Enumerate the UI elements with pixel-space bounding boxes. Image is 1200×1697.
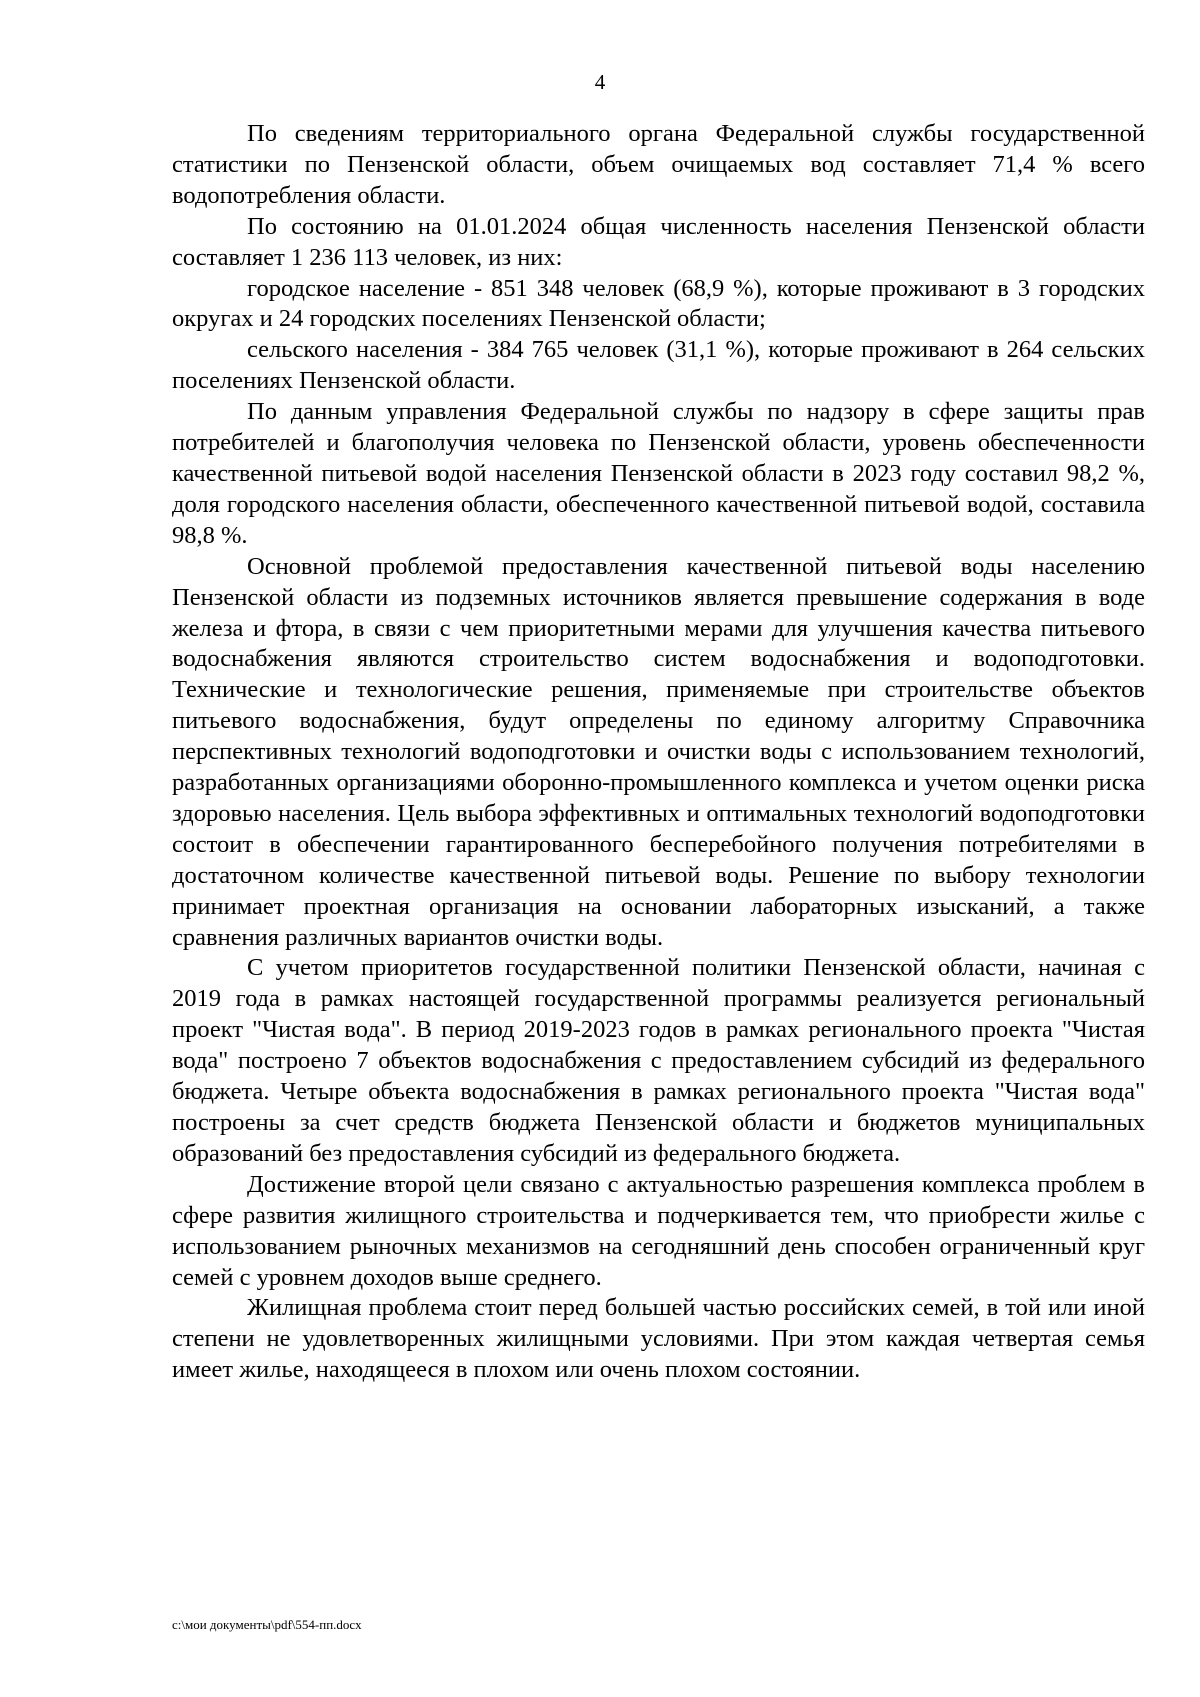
paragraph-population-total: По состоянию на 01.01.2024 общая численность населения Пензенской области составляет 1 236 113 человек, из них: <box>172 212 1145 271</box>
paragraph-rural-population: сельского населения - 384 765 человек (31,1 %), которые проживают в 264 сельских поселениях Пензенской области. <box>172 336 1145 395</box>
paragraph-housing-problem: Жилищная проблема стоит перед большей частью российских семей, в той или иной степени не удовлетворенных жилищными условиями. При этом каждая четвертая семья имеет жилье, находящееся в плохом или очень плохом состоянии. <box>172 1294 1145 1384</box>
paragraph-water-treatment-volume: По сведениям территориального органа Федеральной службы государственной статистики по Пензенской области, объем очищаемых вод составляет 71,4 % всего водопотребления области. <box>172 120 1145 209</box>
paragraph-main-problem: Основной проблемой предоставления качественной питьевой воды населению Пензенской области из подземных источников является превышение содержания в воде железа и фтора, в связи с чем приоритетными мерами для улучшения качества питьевого водоснабжения являются строительство систем водоснабжения и водоподготовки. Технические и технологические решения, применяемые при строительстве объектов питьевого водоснабжения, будут определены по единому алгоритму Справочника перспективных технологий водоподготовки и очистки воды с использованием технологий, разработанных организациями оборонно-промышленного комплекса и учетом оценки риска здоровью населения. Цель выбора эффективных и оптимальных технологий водоподготовки состоит в обеспечении гарантированного бесперебойного получения потребителями в достаточном количестве качественной питьевой воды. Решение по выбору технологии принимает проектная организация на основании лабораторных изысканий, а также сравнения различных вариантов очистки воды. <box>172 552 1145 951</box>
page-number: 4 <box>594 70 606 94</box>
paragraph-drinking-water-supply: По данным управления Федеральной службы по надзору в сфере защиты прав потребителей и благополучия человека по Пензенской области, уровень обеспеченности качественной питьевой водой населения Пензенской области в 2023 году составил 98,2 %, доля городского населения области, обеспеченного качественной питьевой водой, составила 98,8 %. <box>172 398 1145 549</box>
document-body <box>172 119 1145 1386</box>
footer-file-path: c:\мои документы\pdf\554-пп.docx <box>172 1617 362 1632</box>
paragraph-clean-water-project: С учетом приоритетов государственной политики Пензенской области, начиная с 2019 года в рамках настоящей государственной программы реализуется региональный проект "Чистая вода". В период 2019-2023 годов в рамках регионального проекта "Чистая вода" построено 7 объектов водоснабжения с предоставлением субсидий из федерального бюджета. Четыре объекта водоснабжения в рамках регионального проекта "Чистая вода" построены за счет средств бюджета Пензенской области и бюджетов муниципальных образований без предоставления субсидий из федерального бюджета. <box>172 954 1145 1167</box>
paragraph-second-goal: Достижение второй цели связано с актуальностью разрешения комплекса проблем в сфере развития жилищного строительства и подчеркивается тем, что приобрести жилье с использованием рыночных механизмов на сегодняшний день способен ограниченный круг семей с уровнем доходов выше среднего. <box>172 1170 1145 1291</box>
paragraph-urban-population: городское население - 851 348 человек (68,9 %), которые проживают в 3 городских округах и 24 городских поселениях Пензенской области; <box>172 274 1145 333</box>
